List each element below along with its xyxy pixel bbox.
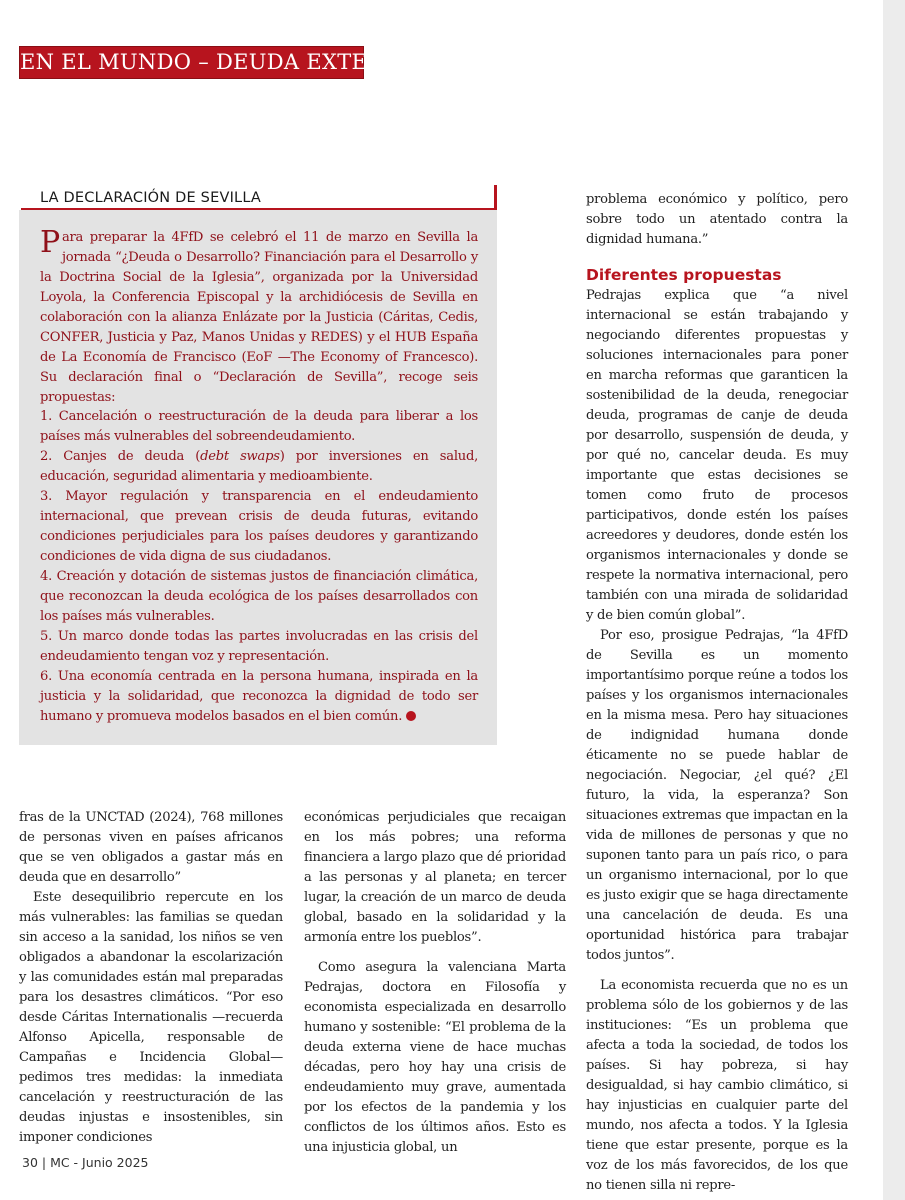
list-item-text: 6. Una economía centrada en la persona humana, inspirada en la justicia y la solidaridad, que reconozca la dignidad de todo ser humano y promueva modelos basados en el bien común.: [40, 669, 478, 724]
paragraph: Como asegura la valenciana Marta Pedrajas, doctora en Filosofía y economista especializada en desarrollo humano y sostenible: “El problema de la deuda externa viene de hace muchas décadas, pero hoy hay una crisis de endeudamiento muy grave, aumentada por los efectos de la pandemia y los conflictos de los últimos años. Esto es una injusticia global, un: [304, 960, 566, 1155]
column-3: [586, 190, 848, 1196]
drop-cap: P: [40, 225, 60, 260]
proposals-list: [40, 407, 478, 727]
sidebar-box-tab: [494, 185, 497, 210]
list-item: 3. Mayor regulación y transparencia en el endeudamiento internacional, que prevean crisis de deuda futuras, evitando condiciones perjudiciales para los países deudores y garantizando condiciones de vida digna de sus ciudadanos.: [40, 489, 478, 564]
paragraph: problema económico y político, pero sobre todo un atentado contra la dignidad humana.”: [586, 192, 848, 247]
paragraph: económicas perjudiciales que recaigan en los más pobres; una reforma financiera a largo plazo que dé prioridad a las personas y al planeta; en tercer lugar, la creación de un marco de deuda global, basado en la solidaridad y la armonía entre los pueblos”.: [304, 810, 566, 945]
section-header: [19, 46, 418, 79]
subheading: Diferentes propuestas: [586, 266, 782, 284]
paragraph: Pedrajas explica que “a nivel internacional se están trabajando y negociando diferentes propuestas y soluciones internacionales para poner en marcha reformas que garanticen la sostenibilidad de la deuda, renegociar deuda, programas de canje de deuda por desarrollo, suspensión de deuda, y por qué no, cancelar deuda. Es muy importante que estas decisiones se tomen como fruto de procesos participativos, donde estén los países acreedores y deudores, donde estén los organismos internacionales y donde se respete la normativa internacional, pero también con una mirada de solidaridad y de bien común global”.: [586, 288, 848, 623]
paragraph: Por eso, prosigue Pedrajas, “la 4FfD de Sevilla es un momento importantísimo porque reúne a todos los países y los organismos internacionales en la misma mesa. Pero hay situaciones de indignidad humana donde éticamente no se puede hablar de negociación. Negociar, ¿el qué? ¿El futuro, la vida, la esperanza? Son situaciones extremas que impactan en la vida de millones de personas y que no suponen tanto para un país rico, o para un organismo internacional, por lo que es justo exigir que se haga directamente una cancelación de deuda. Es una oportunidad histórica para trabajar todos juntos”.: [586, 628, 848, 963]
list-item-text: 2. Canjes de deuda (: [40, 449, 201, 464]
end-mark-icon: [406, 711, 416, 721]
section-header-label: EN EL MUNDO – DEUDA EXTERNA: [20, 50, 418, 74]
list-item: 5. Un marco donde todas las partes involucradas en las crisis del endeudamiento tengan voz y representación.: [40, 629, 478, 664]
list-item-italic: debt swaps: [200, 449, 280, 464]
list-item: [40, 667, 478, 727]
column-1: [19, 808, 283, 1148]
page-edge: [883, 0, 905, 1200]
sidebar-box-intro: [40, 225, 478, 408]
list-item: [40, 447, 478, 487]
list-item-text: ) por inversiones en salud, educación, seguridad alimentaria y medioambiente.: [40, 449, 478, 484]
sidebar-box-title: LA DECLARACIÓN DE SEVILLA: [40, 190, 262, 206]
page-footer: 30 | MC - Junio 2025: [22, 1155, 149, 1170]
paragraph: Este desequilibrio repercute en los más vulnerables: las familias se quedan sin acceso a la sanidad, los niños se ven obligados a abandonar la escolarización y las comunidades están mal preparadas para los desastres climáticos. “Por eso desde Cáritas Internationalis —recuerda Alfonso Apicella, responsable de Campañas e Incidencia Global— pedimos tres medidas: la inmediata cancelación y reestructuración de las deudas injustas e insostenibles, sin imponer condiciones: [19, 890, 283, 1145]
column-2: [304, 808, 566, 1158]
paragraph: La economista recuerda que no es un problema sólo de los gobiernos y de las instituciones: “Es un problema que afecta a toda la sociedad, de todos los países. Si hay pobreza, si hay desigualdad, si hay cambio climático, si hay injusticias en cualquier parte del mundo, nos afecta a todos. Y la Iglesia tiene que estar presente, porque es la voz de los más favorecidos, de los que no tienen silla ni repre-: [586, 978, 848, 1193]
intro-text: ara preparar la 4FfD se celebró el 11 de marzo en Sevilla la jornada “¿Deuda o Desarrollo? Financiación para el Desarrollo y la Doctrina Social de la Iglesia”, organizada por la Universidad Loyola, la Conferencia Episcopal y la archidiócesis de Sevilla en colaboración con la alianza Enlázate por la Justicia (Cáritas, Cedis, CONFER, Justicia y Paz, Manos Unidas y REDES) y el HUB España de La Economía de Francisco (EoF —The Economy of Francesco). Su declaración final o “Declaración de Sevilla”, recoge seis propuestas:: [40, 230, 478, 405]
sidebar-box-rule: [21, 208, 497, 210]
paragraph: fras de la UNCTAD (2024), 768 millones de personas viven en países africanos que se ven obligados a gastar más en deuda que en desarrollo”: [19, 810, 283, 885]
list-item: 4. Creación y dotación de sistemas justos de financiación climática, que reconozcan la deuda ecológica de los países desarrollados con los países más vulnerables.: [40, 569, 478, 624]
list-item: 1. Cancelación o reestructuración de la deuda para liberar a los países más vulnerables del sobreendeudamiento.: [40, 409, 478, 444]
